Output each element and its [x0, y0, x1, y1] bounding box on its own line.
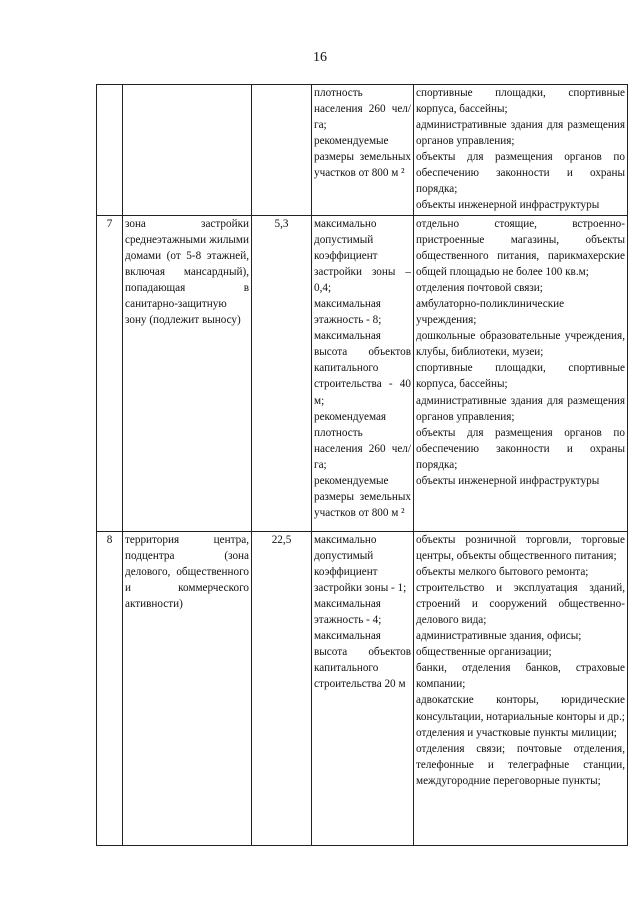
zone-parameters	[312, 216, 414, 532]
parameter-item: рекомендуемые размеры земельных участков от 800 м ²	[314, 135, 411, 180]
zones-table	[96, 84, 628, 846]
use-item: отделения и участковые пункты милиции;	[416, 726, 617, 739]
parameter-item: максимальная этажность - 8;	[314, 298, 382, 327]
use-item: адвокатские конторы, юридические консультации, нотариальные конторы и др.;	[416, 694, 625, 723]
use-item: объекты инженерной инфраструктуры	[416, 474, 600, 487]
zone-name	[123, 85, 252, 216]
zone-area	[252, 85, 312, 216]
table-row	[97, 85, 628, 216]
table-row	[97, 532, 628, 846]
parameter-item: максимальная высота объектов капитального строительства - 40 м;	[314, 330, 411, 407]
parameter-item: плотность населения 260 чел/га;	[314, 87, 411, 132]
use-item: объекты для размещения органов по обеспечению законности и охраны порядка;	[416, 426, 625, 471]
use-item: спортивные площадки, спортивные корпуса, бассейны;	[416, 87, 625, 116]
use-item: дошкольные образовательные учреждения, клубы, библиотеки, музеи;	[416, 330, 625, 359]
table-row	[97, 216, 628, 532]
use-item: объекты инженерной инфраструктуры	[416, 199, 600, 212]
use-item: отдельно стоящие, встроенно-пристроенные магазины, объекты общественного питания, парикмахерские общей площадью не более 100 кв.м;	[416, 218, 625, 279]
row-number: 8	[97, 532, 123, 846]
zone-parameters	[312, 85, 414, 216]
row-number: 7	[97, 216, 123, 532]
use-item: объекты розничной торговли, торговые центры, объекты общественного питания;	[416, 534, 625, 563]
permitted-uses	[414, 532, 628, 846]
use-item: общественные организации;	[416, 646, 552, 659]
use-item: отделения почтовой связи;	[416, 282, 543, 295]
use-item: административные здания для размещения органов управления;	[416, 119, 625, 148]
use-item: строительство и эксплуатация зданий, строений и сооружений общественно-делового вида;	[416, 582, 625, 627]
zone-name: зона застройки среднеэтажными жилыми домами (от 5-8 этажней, включая мансардный), попадающая в санитарно-защитную зону (подлежит выносу)	[123, 216, 252, 532]
parameter-item: рекомендуемые размеры земельных участков от 800 м ²	[314, 474, 411, 519]
zone-parameters	[312, 532, 414, 846]
parameter-item: максимально допустимый коэффициент застройки зоны – 0,4;	[314, 218, 411, 295]
permitted-uses	[414, 216, 628, 532]
page-number: 16	[313, 50, 327, 65]
use-item: амбулаторно-поликлинические учреждения;	[416, 298, 565, 327]
use-item: объекты для размещения органов по обеспечению законности и охраны порядка;	[416, 151, 625, 196]
use-item: спортивные площадки, спортивные корпуса, бассейны;	[416, 362, 625, 391]
use-item: административные здания, офисы;	[416, 630, 582, 643]
zone-name: территория центра, подцентра (зона делового, общественного и коммерческого активности)	[123, 532, 252, 846]
parameter-item: рекомендуемая плотность населения 260 чел/га;	[314, 410, 411, 471]
use-item: отделения связи; почтовые отделения, телефонные и телеграфные станции, междугородние переговорные пункты;	[416, 742, 625, 787]
use-item: банки, отделения банков, страховые компании;	[416, 662, 625, 691]
permitted-uses	[414, 85, 628, 216]
parameter-item: максимальная этажность - 4;	[314, 598, 382, 627]
parameter-item: максимальная высота объектов капитального строительства 20 м	[314, 630, 411, 691]
zone-area: 5,3	[252, 216, 312, 532]
use-item: объекты мелкого бытового ремонта;	[416, 566, 589, 579]
row-number	[97, 85, 123, 216]
parameter-item: максимально допустимый коэффициент застройки зоны - 1;	[314, 534, 407, 595]
zone-area: 22,5	[252, 532, 312, 846]
use-item: административные здания для размещения органов управления;	[416, 394, 625, 423]
